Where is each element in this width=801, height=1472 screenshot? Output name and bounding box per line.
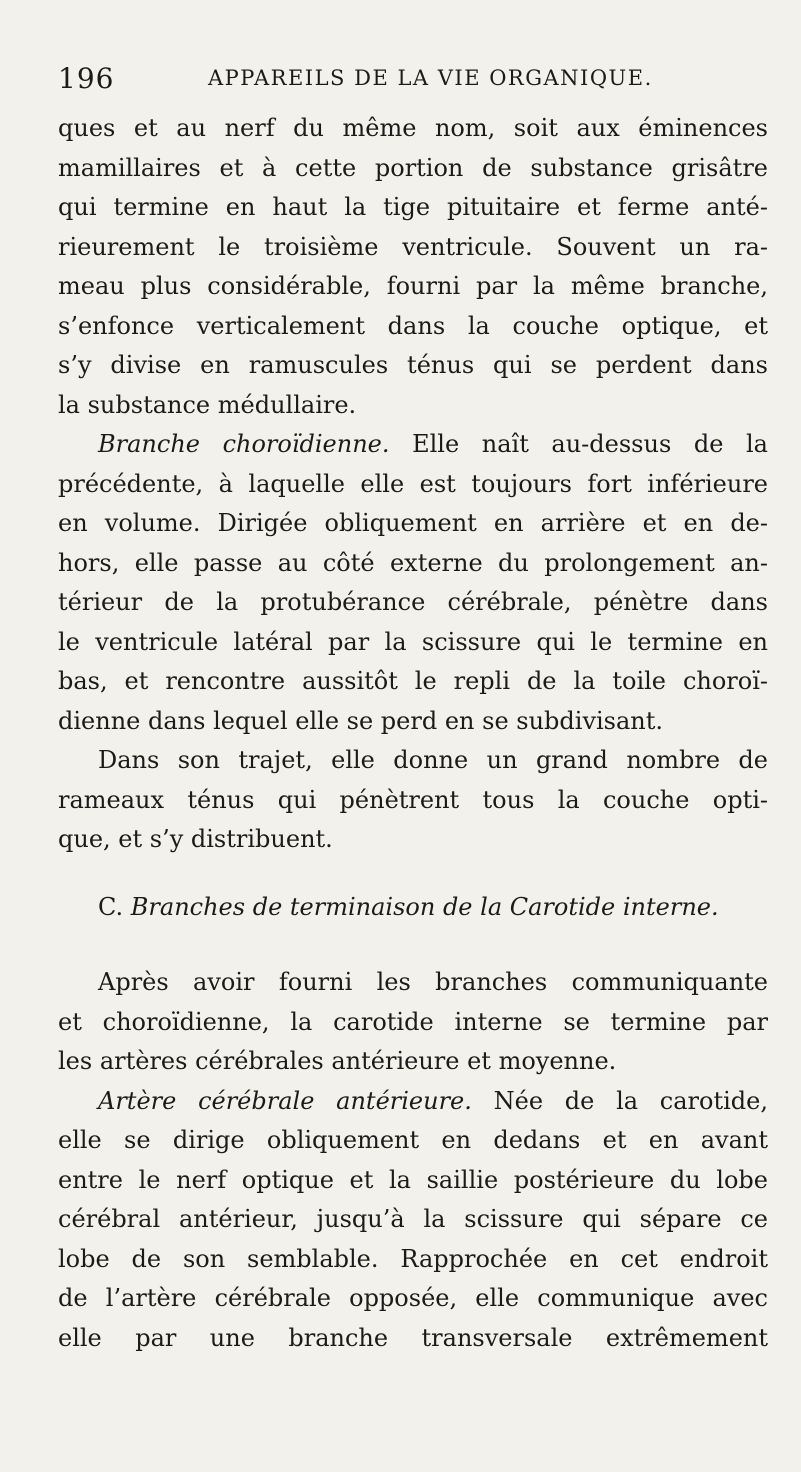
text-line: que, et s’y distribuent. (58, 825, 333, 853)
text-line: rameaux ténus qui pénètrent tous la couche opti- (58, 785, 768, 814)
text-line: rieurement le troisième ventricule. Souvent un ra- (58, 232, 768, 261)
page-number: 196 (58, 62, 115, 95)
paragraph-first-line (58, 425, 768, 465)
text-line: térieur de la protubérance cérébrale, pénètre dans (58, 588, 768, 616)
text-line: le ventricule latéral par la scissure qui le termine en (58, 627, 768, 656)
text-line: Après avoir fourni les branches communiquante (98, 968, 768, 996)
text-line: cérébral antérieur, jusqu’à la scissure qui sépare ce (58, 1205, 768, 1233)
text-line: la substance médullaire. (58, 390, 357, 419)
paragraph-heading: Artère cérébrale antérieure. (98, 1086, 472, 1115)
text-line: mamillaires et à cette portion de substance grisâtre (58, 153, 768, 182)
running-head: APPAREILS DE LA VIE ORGANIQUE. (208, 66, 653, 90)
text-line: et choroïdienne, la carotide interne se termine par (58, 1007, 768, 1036)
body-text (58, 109, 768, 1358)
paragraph-first-line (58, 1082, 768, 1122)
text-line: précédente, à laquelle elle est toujours fort inférieure (58, 469, 768, 498)
section-heading (58, 888, 768, 928)
section-letter: C. (98, 892, 124, 921)
paragraph-heading: Branche choroïdienne. (98, 430, 390, 458)
text-line: bas, et rencontre aussitôt le repli de la toile choroï- (58, 667, 768, 695)
text-line: Dans son trajet, elle donne un grand nombre de (98, 746, 768, 774)
text-line: de l’artère cérébrale opposée, elle communique avec (58, 1284, 768, 1312)
text-line: qui termine en haut la tige pituitaire et ferme anté- (58, 193, 768, 221)
text-line: dienne dans lequel elle se perd en se subdivisant. (58, 706, 664, 735)
text-line: lobe de son semblable. Rapprochée en cet endroit (58, 1244, 768, 1273)
text-line: en volume. Dirigée obliquement en arrière et en de- (58, 509, 768, 537)
text-line: entre le nerf optique et la saillie postérieure du lobe (58, 1165, 768, 1194)
text-line: meau plus considérable, fourni par la même branche, (58, 272, 768, 300)
text-line: hors, elle passe au côté externe du prolongement an- (58, 548, 768, 577)
text-run: Née de la carotide, (471, 1086, 768, 1115)
text-line: s’enfonce verticalement dans la couche optique, et (58, 311, 768, 340)
text-line: s’y divise en ramuscules ténus qui se perdent dans (58, 351, 768, 379)
text-line: elle se dirige obliquement en dedans et en avant (58, 1126, 768, 1154)
section-title: Branches de terminaison de la Carotide interne. (130, 892, 719, 921)
page-header (58, 58, 698, 98)
text-run: Elle naît au-dessus de la (389, 430, 768, 458)
text-line: les artères cérébrales antérieure et moyenne. (58, 1047, 617, 1075)
text-line: ques et au nerf du même nom, soit aux éminences (58, 114, 768, 142)
text-line: elle par une branche transversale extrêmement (58, 1323, 768, 1352)
